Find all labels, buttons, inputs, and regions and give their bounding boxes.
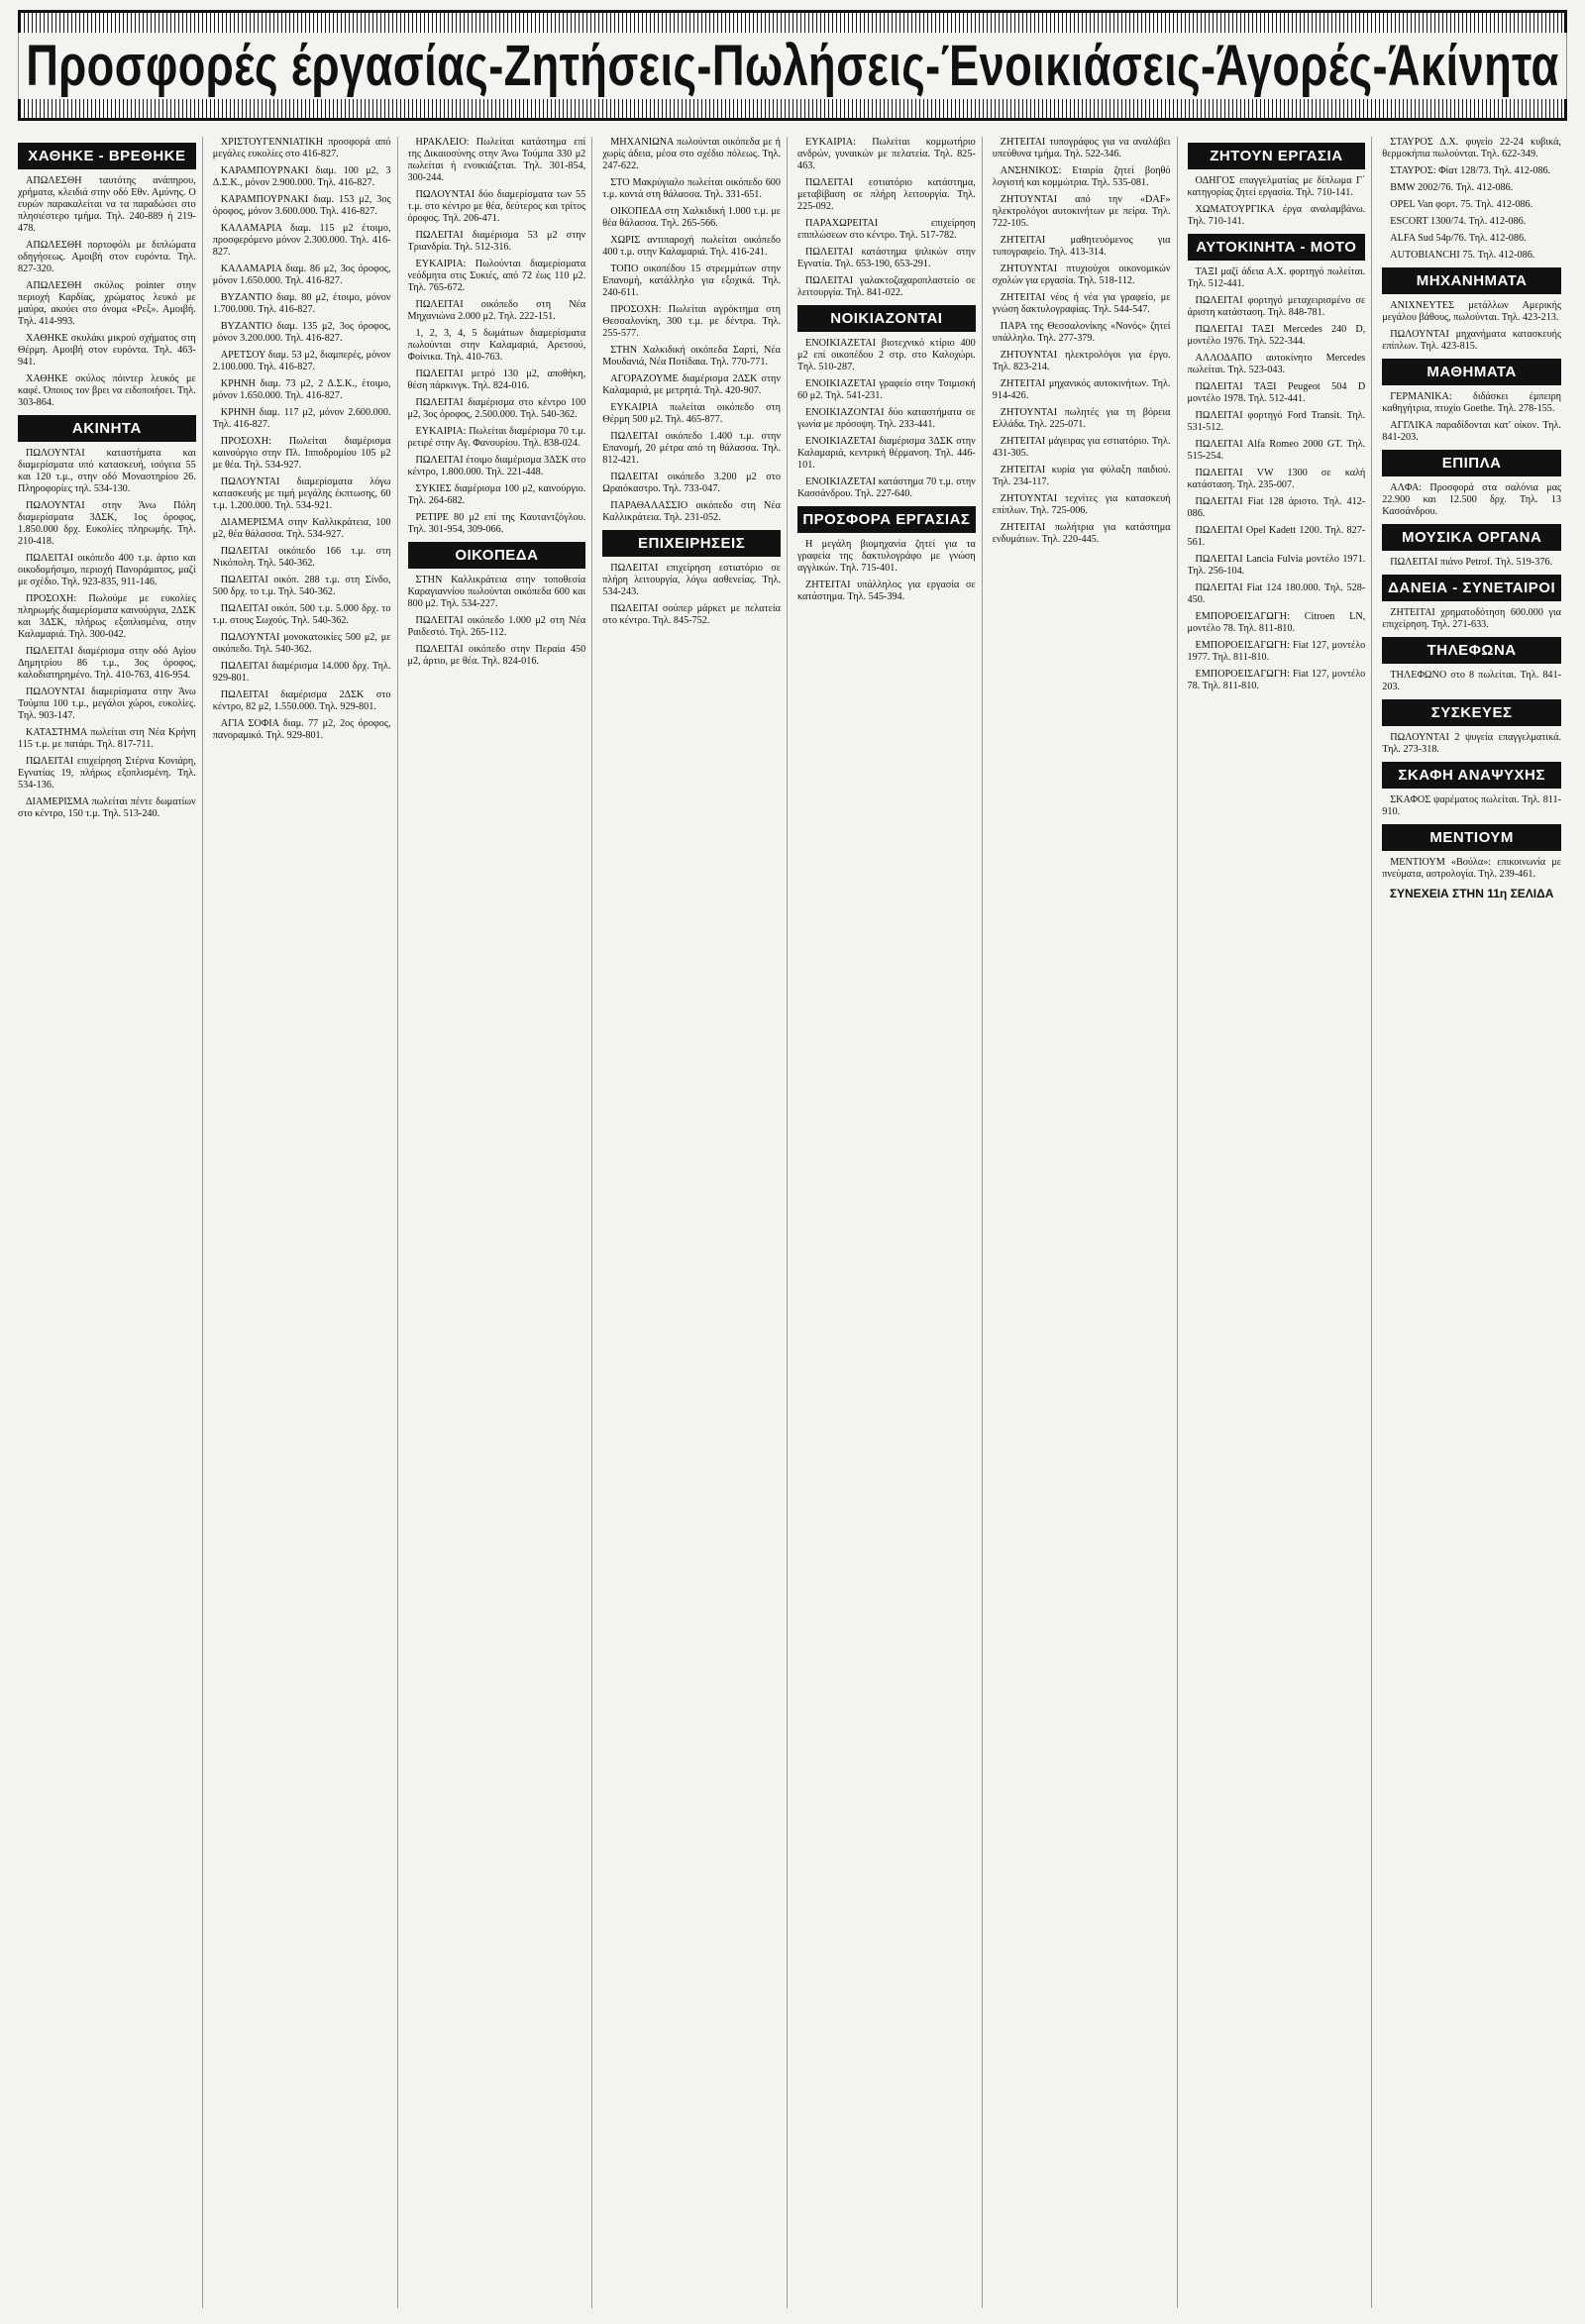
classified-ad: ΤΟΠΟ οικοπέδου 15 στρεμμάτων στην Επανομή, κατάλληλο για εξοχικά. Τηλ. 240-611. [602,264,781,298]
classified-ad: ΠΩΛΕΙΤΑΙ ΤΑΞΙ Mercedes 240 D, μοντέλο 1976. Τηλ. 522-344. [1187,324,1366,347]
classified-ad: ΚΑΤΑΣΤΗΜΑ πωλείται στη Νέα Κρήνη 115 τ.μ. με πατάρι. Τηλ. 817-711. [18,727,196,750]
classified-ad: ΠΩΛΕΙΤΑΙ εστιατόριο κατάστημα, μεταβίβαση σε πλήρη λειτουργία. Τηλ. 225-092. [797,177,976,212]
classified-ad: 1, 2, 3, 4, 5 δωμάτιων διαμερίσματα πωλούνται στην Καλαμαριά, Αρετσού, Φοίνικα. Τηλ. 410-763. [407,328,586,363]
section-header: ΕΠΙΠΛΑ [1382,450,1561,476]
classified-ad: ΠΩΛΕΙΤΑΙ οικόπεδο 1.000 μ2 στη Νέα Ραιδεστό. Τηλ. 265-112. [407,615,586,638]
classified-ad: ΠΩΛΟΥΝΤΑΙ στην Άνω Πόλη διαμερίσματα 3ΔΣΚ, 1ος όροφος, 1.850.000 δρχ. Ευκολίες πληρωμής. Τηλ. 210-418. [18,500,196,547]
classified-ad: ΟΔΗΓΟΣ επαγγελματίας με δίπλωμα Γ΄ κατηγορίας ζητεί εργασία. Τηλ. 710-141. [1187,175,1366,198]
classifieds-columns [18,137,1567,2308]
classified-ad: ΕΝΟΙΚΙΑΖΕΤΑΙ κατάστημα 70 τ.μ. στην Κασσάνδρου. Τηλ. 227-640. [797,476,976,499]
section-header: ΕΠΙΧΕΙΡΗΣΕΙΣ [602,530,781,557]
section-header: ΜΕΝΤΙΟΥΜ [1382,824,1561,851]
classified-ad: Η μεγάλη βιομηχανία ζητεί για τα γραφεία της δακτυλογράφο με γνώση αγγλικών. Τηλ. 715-401. [797,539,976,574]
classified-ad: BMW 2002/76. Τηλ. 412-086. [1390,182,1514,193]
classified-ad: ΠΩΛΕΙΤΑΙ πιάνο Petrof. Τηλ. 519-376. [1390,557,1553,568]
classified-ad: ΠΩΛΕΙΤΑΙ οικόπεδο 1.400 τ.μ. στην Επανομή, 20 μέτρα από τη θάλασσα. Τηλ. 812-421. [602,431,781,466]
classified-ad: ΠΩΛΟΥΝΤΑΙ διαμερίσματα λόγω κατασκευής με τιμή μεγάλης έκπτωσης, 60 τ.μ. 1.200.000. Τηλ. 534-921. [212,476,391,511]
classified-ad: ΖΗΤΟΥΝΤΑΙ ηλεκτρολόγοι για έργο. Τηλ. 823-214. [992,350,1171,372]
column-4 [602,137,788,2308]
classified-ad: ΠΩΛΕΙΤΑΙ επιχείρηση εστιατόριο σε πλήρη λειτουργία, λόγω ασθενείας. Τηλ. 534-243. [602,563,781,597]
section-header: ΜΟΥΣΙΚΑ ΟΡΓΑΝΑ [1382,524,1561,551]
classified-ad: ΣΥΚΙΕΣ διαμέρισμα 100 μ2, καινούργιο. Τηλ. 264-682. [407,483,586,506]
classified-ad: OPEL Van φορτ. 75. Τηλ. 412-086. [1390,199,1533,210]
classified-ad: ΠΑΡΑΧΩΡΕΙΤΑΙ επιχείρηση επιπλώσεων στο κέντρο. Τηλ. 517-782. [797,218,976,241]
classified-ad: ΣΤΑΥΡΟΣ: Φίατ 128/73. Τηλ. 412-086. [1390,165,1551,176]
classified-ad: ΣΤΟ Μακρύγιαλο πωλείται οικόπεδο 600 τ.μ. κοντά στη θάλασσα. Τηλ. 331-651. [602,177,781,200]
classified-ad: ΧΩΡΙΣ αντιπαροχή πωλείται οικόπεδο 400 τ.μ. στην Καλαμαριά. Τηλ. 416-241. [602,235,781,258]
classified-ad: ALFA Sud 54p/76. Τηλ. 412-086. [1390,233,1527,244]
column-2 [213,137,398,2308]
column-6 [993,137,1178,2308]
classified-ad: ΤΗΛΕΦΩΝΟ στο 8 πωλείται. Τηλ. 841-203. [1382,670,1561,692]
classified-ad: ΠΩΛΕΙΤΑΙ φορτηγό μεταχειρισμένο σε άριστη κατάσταση. Τηλ. 848-781. [1187,295,1366,318]
classified-ad: ΕΜΠΟΡΟΕΙΣΑΓΩΓΗ: Citroen LN, μοντέλο 78. Τηλ. 811-810. [1187,611,1366,634]
classified-ad: ΓΕΡΜΑΝΙΚΑ: διδάσκει έμπειρη καθηγήτρια, πτυχίο Goethe. Τηλ. 278-155. [1382,391,1561,414]
classified-ad: ΧΩΜΑΤΟΥΡΓΙΚΑ έργα αναλαμβάνω. Τηλ. 710-141. [1187,204,1366,227]
classified-ad: ΑΓΙΑ ΣΟΦΙΑ διαμ. 77 μ2, 2ος όροφος, πανοραμικό. Τηλ. 929-801. [212,718,391,741]
classified-ad: ΠΩΛΕΙΤΑΙ επιχείρηση Στέρνα Κονιάρη, Εγνατίας 19, πλήρως εξοπλισμένη. Τηλ. 534-136. [18,756,196,791]
classified-ad: ΚΡΗΝΗ διαμ. 117 μ2, μόνον 2.600.000. Τηλ. 416-827. [212,407,391,430]
classified-ad: ΕΜΠΟΡΟΕΙΣΑΓΩΓΗ: Fiat 127, μοντέλο 1977. Τηλ. 811-810. [1187,640,1366,663]
classified-ad: ΠΩΛΕΙΤΑΙ οικόπεδο στη Νέα Μηχανιώνα 2.000 μ2. Τηλ. 222-151. [407,299,586,322]
classified-ad: ΖΗΤΟΥΝΤΑΙ πτυχιούχοι οικονομικών σχολών για εργασία. Τηλ. 518-112. [992,264,1171,286]
classified-ad: ΠΩΛΕΙΤΑΙ οικόπεδο στην Περαία 450 μ2, άρτιο, με θέα. Τηλ. 824-016. [407,644,586,667]
classified-ad: ΚΑΡΑΜΠΟΥΡΝΑΚΙ διαμ. 153 μ2, 3ος όροφος, μόνον 3.600.000. Τηλ. 416-827. [212,194,391,217]
classified-ad: ΖΗΤΟΥΝΤΑΙ πωλητές για τη βόρεια Ελλάδα. Τηλ. 225-071. [992,407,1171,430]
section-header: ΖΗΤΟΥΝ ΕΡΓΑΣΙΑ [1188,143,1366,169]
classified-ad: ΕΥΚΑΙΡΙΑ: Πωλούνται διαμερίσματα νεόδμητα στις Συκιές, από 72 έως 110 μ2. Τηλ. 765-672. [407,259,586,293]
classified-ad: ΤΑΞΙ μαζί άδεια Α.Χ. φορτηγό πωλείται. Τηλ. 512-441. [1187,266,1366,289]
classified-ad: ΠΑΡΑ της Θεσσαλονίκης «Νονός» ζητεί υπάλληλο. Τηλ. 277-379. [992,321,1171,344]
classified-ad: ΑΠΩΛΕΣΘΗ ταυτότης ανάπηρου, χρήματα, κλειδιά στην οδό Εθν. Αμύνης. Ο ευρών παρακαλείται να τα παραδώσει στο πλησιέστερο τμήμα. Τηλ. 240-889 ή 219-478. [18,175,196,234]
classified-ad: ΠΡΟΣΟΧΗ: Πωλείται αγρόκτημα στη Θεσσαλονίκη, 300 τ.μ. με δέντρα. Τηλ. 255-577. [602,304,781,339]
classified-ad: ΒΥΖΑΝΤΙΟ διαμ. 80 μ2, έτοιμο, μόνον 1.700.000. Τηλ. 416-827. [212,292,391,315]
classified-ad: ΖΗΤΕΙΤΑΙ μάγειρας για εστιατόριο. Τηλ. 431-305. [992,436,1171,459]
classified-ad: ΠΩΛΕΙΤΑΙ διαμέρισμα 53 μ2 στην Τριανδρία. Τηλ. 512-316. [407,230,586,253]
classified-ad: ΟΙΚΟΠΕΔΑ στη Χαλκιδική 1.000 τ.μ. με θέα θάλασσα. Τηλ. 265-566. [602,206,781,229]
classified-ad: ΖΗΤΕΙΤΑΙ υπάλληλος για εργασία σε κατάστημα. Τηλ. 545-394. [797,580,976,602]
classified-ad: ΠΩΛΕΙΤΑΙ VW 1300 σε καλή κατάσταση. Τηλ. 235-007. [1187,468,1366,490]
classified-ad: ΕΜΠΟΡΟΕΙΣΑΓΩΓΗ: Fiat 127, μοντέλο 78. Τηλ. 811-810. [1187,669,1366,691]
column-3 [408,137,593,2308]
classified-ad: ΠΩΛΕΙΤΑΙ διαμέρισμα στο κέντρο 100 μ2, 3ος όροφος, 2.500.000. Τηλ. 540-362. [407,397,586,420]
classified-ad: ΑΓΟΡΑΖΟΥΜΕ διαμέρισμα 2ΔΣΚ στην Καλαμαριά, με μετρητά. Τηλ. 420-907. [602,373,781,396]
classified-ad: ΠΩΛΕΙΤΑΙ οικόπεδο 166 τ.μ. στη Νικόπολη. Τηλ. 540-362. [212,546,391,569]
classified-ad: ΠΩΛΟΥΝΤΑΙ μονοκατοικίες 500 μ2, με οικόπεδο. Τηλ. 540-362. [212,632,391,655]
classified-ad: ΠΡΟΣΟΧΗ: Πωλούμε με ευκολίες πληρωμής διαμερίσματα καινούργια, 2ΔΣΚ και 3ΔΣΚ, πλήρως εξοπλισμένα, στην Καλαμαριά. Τηλ. 300-042. [18,593,196,640]
classified-ad: ΑΡΕΤΣΟΥ διαμ. 53 μ2, διαμπερές, μόνον 2.100.000. Τηλ. 416-827. [212,350,391,372]
classified-ad: ΠΩΛΕΙΤΑΙ Alfa Romeo 2000 GT. Τηλ. 515-254. [1187,439,1366,462]
classifieds-banner [18,10,1567,121]
classified-ad: ΕΝΟΙΚΙΑΖΕΤΑΙ διαμέρισμα 3ΔΣΚ στην Καλαμαριά, κεντρική θέρμανση. Τηλ. 446-101. [797,436,976,471]
classified-ad: ΠΡΟΣΟΧΗ: Πωλείται διαμέρισμα καινούργιο στην Πλ. Ιπποδρομίου 105 μ2 με θέα. Τηλ. 534-927. [212,436,391,471]
classified-ad: ΠΩΛΕΙΤΑΙ διαμέρισμα στην οδό Αγίου Δημητρίου 86 τ.μ., 3ος όροφος, καλοδιατηρημένο. Τηλ. 410-763, 416-954. [18,646,196,681]
classified-ad: ΠΩΛΕΙΤΑΙ οικόπεδο 400 τ.μ. άρτιο και οικοδομήσιμο, περιοχή Πανοράματος, μαζί με σχέδιο. Τηλ. 923-835, 911-146. [18,553,196,587]
classified-ad: ΖΗΤΕΙΤΑΙ μηχανικός αυτοκινήτων. Τηλ. 914-426. [992,378,1171,401]
classified-ad: ΠΩΛΕΙΤΑΙ διαμέρισμα 2ΔΣΚ στο κέντρο, 82 μ2, 1.550.000. Τηλ. 929-801. [212,689,391,712]
classified-ad: ΜΗΧΑΝΙΩΝΑ πωλούνται οικόπεδα με ή χωρίς άδεια, μέσα στο σχέδιο πόλεως. Τηλ. 247-622. [602,137,781,171]
classified-ad: ΡΕΤΙΡΕ 80 μ2 επί της Καυταντζόγλου. Τηλ. 301-954, 309-066. [407,512,586,535]
classified-ad: ΚΑΛΑΜΑΡΙΑ διαμ. 86 μ2, 3ος όροφος, μόνον 1.650.000. Τηλ. 416-827. [212,264,391,286]
classified-ad: ΖΗΤΕΙΤΑΙ κυρία για φύλαξη παιδιού. Τηλ. 234-117. [992,465,1171,487]
classified-ad: ΧΡΙΣΤΟΥΓΕΝΝΙΑΤΙΚΗ προσφορά από μεγάλες ευκολίες στο 416-827. [212,137,391,159]
classified-ad: ΚΑΛΑΜΑΡΙΑ διαμ. 115 μ2 έτοιμο, προσφερόμενο μόνον 2.300.000. Τηλ. 416-827. [212,223,391,258]
classified-ad: ΑΝΙΧΝΕΥΤΕΣ μετάλλων Αμερικής μεγάλου βάθους, πωλούνται. Τηλ. 423-213. [1382,300,1561,323]
classified-ad: AUTOBIANCHI 75. Τηλ. 412-086. [1390,250,1535,261]
classified-ad: ΠΩΛΕΙΤΑΙ ΤΑΞΙ Peugeot 504 D μοντέλο 1978. Τηλ. 512-441. [1187,381,1366,404]
classified-ad: ΔΙΑΜΕΡΙΣΜΑ στην Καλλικράτεια, 100 μ2, θέα θάλασσα. Τηλ. 534-927. [212,517,391,540]
classified-ad: ESCORT 1300/74. Τηλ. 412-086. [1390,216,1527,227]
classified-ad: ΣΤΗΝ Καλλικράτεια στην τοποθεσία Καραγιαννίου πωλούνται οικόπεδα 600 και 800 μ2. Τηλ. 534-227. [407,575,586,609]
classified-ad: ΑΛΛΟΔΑΠΟ αυτοκίνητο Mercedes πωλείται. Τηλ. 523-043. [1187,353,1366,375]
classified-ad: ΑΝΣΗΝΙΚΟΣ: Εταιρία ζητεί βοηθό λογιστή και κομμώτρια. Τηλ. 535-081. [992,165,1171,188]
column-5 [797,137,983,2308]
classified-ad: ΠΩΛΕΙΤΑΙ κατάστημα ψιλικών στην Εγνατία. Τηλ. 653-190, 653-291. [797,247,976,269]
classified-ad: ΣΤΗΝ Χαλκιδική οικόπεδα Σαρτί, Νέα Μουδανιά, Νέα Ποτίδαια. Τηλ. 770-771. [602,345,781,368]
classified-ad: ΣΚΑΦΟΣ ψαρέματος πωλείται. Τηλ. 811-910. [1382,794,1561,817]
classified-ad: ΖΗΤΕΙΤΑΙ χρηματοδότηση 600.000 για επιχείρηση. Τηλ. 271-633. [1382,607,1561,630]
classified-ad: ΠΩΛΕΙΤΑΙ έτοιμο διαμέρισμα 3ΔΣΚ στο κέντρο, 1.800.000. Τηλ. 221-448. [407,455,586,477]
classified-ad: ΠΩΛΟΥΝΤΑΙ δύο διαμερίσματα των 55 τ.μ. στο κέντρο με θέα, δεύτερος και τρίτος όροφος. Τηλ. 206-471. [407,189,586,224]
classified-ad: ΑΠΩΛΕΣΘΗ σκύλος pointer στην περιοχή Καρδίας, χρώματος λευκό με μαύρα, ακούει στο όνομα «Ρεξ». Αμοιβή. Τηλ. 414-993. [18,280,196,327]
classified-ad: ΠΩΛΕΙΤΑΙ φορτηγό Ford Transit. Τηλ. 531-512. [1187,410,1366,433]
section-header: ΧΑΘΗΚΕ - ΒΡΕΘΗΚΕ [18,143,196,169]
classified-ad: ΠΩΛΟΥΝΤΑΙ διαμερίσματα στην Άνω Τούμπα 100 τ.μ., μεγάλοι χώροι, ευκολίες. Τηλ. 903-147. [18,687,196,721]
section-header: ΤΗΛΕΦΩΝΑ [1382,637,1561,664]
column-8 [1382,137,1567,2308]
classified-ad: ΠΩΛΟΥΝΤΑΙ 2 ψυγεία επαγγελματικά. Τηλ. 273-318. [1382,732,1561,755]
section-header: ΟΙΚΟΠΕΔΑ [408,542,586,569]
classified-ad: ΠΩΛΕΙΤΑΙ Opel Kadett 1200. Τηλ. 827-561. [1187,525,1366,548]
classified-ad: ΔΙΑΜΕΡΙΣΜΑ πωλείται πέντε δωματίων στο κέντρο, 150 τ.μ. Τηλ. 513-240. [18,796,196,819]
classified-ad: ΠΩΛΕΙΤΑΙ οικόπεδο 3.200 μ2 στο Ωραιόκαστρο. Τηλ. 733-047. [602,472,781,494]
classified-ad: ΧΑΘΗΚΕ σκυλάκι μικρού σχήματος στη Θέρμη. Αμοιβή στον ευρόντα. Τηλ. 463-941. [18,333,196,368]
classified-ad: ΖΗΤΟΥΝΤΑΙ από την «DAF» ηλεκτρολόγοι αυτοκινήτων με πείρα. Τηλ. 722-105. [992,194,1171,229]
classified-ad: ΗΡΑΚΛΕΙΟ: Πωλείται κατάστημα επί της Δικαιοσύνης στην Άνω Τούμπα 330 μ2 πωλείται ή ενοικιάζεται. Τηλ. 301-854, 300-244. [407,137,586,183]
classified-ad: ΚΑΡΑΜΠΟΥΡΝΑΚΙ διαμ. 100 μ2, 3 Δ.Σ.Κ., μόνον 2.900.000. Τηλ. 416-827. [212,165,391,188]
classified-ad: ΕΝΟΙΚΙΑΖΕΤΑΙ γραφείο στην Τσιμισκή 60 μ2. Τηλ. 541-231. [797,378,976,401]
classified-ad: ΠΩΛΕΙΤΑΙ Lancia Fulvia μοντέλο 1971. Τηλ. 256-104. [1187,554,1366,577]
classified-ad: ΠΩΛΕΙΤΑΙ Fiat 128 άριστο. Τηλ. 412-086. [1187,496,1366,519]
classified-ad: ΖΗΤΕΙΤΑΙ πωλήτρια για κατάστημα ενδυμάτων. Τηλ. 220-445. [992,522,1171,545]
section-header: ΑΚΙΝΗΤΑ [18,415,196,442]
classified-ad: ΕΥΚΑΙΡΙΑ: Πωλείται κομμωτήριο ανδρών, γυναικών με πελατεία. Τηλ. 825-463. [797,137,976,171]
classified-ad: ΑΛΦΑ: Προσφορά στα σαλόνια μας 22.900 και 12.500 δρχ. Τηλ. 13 Κασσάνδρου. [1382,482,1561,517]
classified-ad: ΕΥΚΑΙΡΙΑ πωλείται οικόπεδο στη Θέρμη 500 μ2. Τηλ. 465-877. [602,402,781,425]
section-header: ΜΗΧΑΝΗΜΑΤΑ [1382,267,1561,294]
classified-ad: ΠΑΡΑΘΑΛΑΣΣΙΟ οικόπεδο στη Νέα Καλλικράτεια. Τηλ. 231-052. [602,500,781,523]
classified-ad: ΠΩΛΕΙΤΑΙ Fiat 124 180.000. Τηλ. 528-450. [1187,582,1366,605]
section-header: ΜΑΘΗΜΑΤΑ [1382,359,1561,385]
classified-ad: ΖΗΤΟΥΝΤΑΙ τεχνίτες για κατασκευή επίπλων. Τηλ. 725-006. [992,493,1171,516]
classified-ad: ΑΠΩΛΕΣΘΗ πορτοφόλι με διπλώματα οδηγήσεως. Αμοιβή στον ευρόντα. Τηλ. 827-320. [18,240,196,274]
classified-ad: ΠΩΛΕΙΤΑΙ γαλακτοζαχαροπλαστείο σε λειτουργία. Τηλ. 841-022. [797,275,976,298]
section-header: ΣΚΑΦΗ ΑΝΑΨΥΧΗΣ [1382,762,1561,789]
section-header: ΑΥΤΟΚΙΝΗΤΑ - ΜΟΤΟ [1188,234,1366,261]
section-header: ΣΥΣΚΕΥΕΣ [1382,699,1561,726]
column-1 [18,137,203,2308]
classified-ad: ΠΩΛΕΙΤΑΙ μετρό 130 μ2, αποθήκη, θέση πάρκινγκ. Τηλ. 824-016. [407,369,586,391]
classified-ad: ΠΩΛΟΥΝΤΑΙ καταστήματα και διαμερίσματα υπό κατασκευή, ισόγεια 55 και 120 τ.μ., στην οδό Μοναστηρίου 26. Πληροφορίες τηλ. 534-130. [18,448,196,494]
classified-ad: ΧΑΘΗΚΕ σκύλος πόιντερ λευκός με καφέ. Όποιος τον βρει να ειδοποιήσει. Τηλ. 303-864. [18,373,196,408]
classified-ad: ΕΝΟΙΚΙΑΖΕΤΑΙ βιοτεχνικό κτίριο 400 μ2 επί οικοπέδου 2 στρ. στο Καλοχώρι. Τηλ. 510-287. [797,338,976,372]
classified-ad: ΖΗΤΕΙΤΑΙ μαθητευόμενος για τυπογραφείο. Τηλ. 413-314. [992,235,1171,258]
classified-ad: ΠΩΛΕΙΤΑΙ οικόπ. 288 τ.μ. στη Σίνδο, 500 δρχ. το τ.μ. Τηλ. 540-362. [212,575,391,597]
column-7 [1188,137,1373,2308]
continuation-note: ΣΥΝΕΧΕΙΑ ΣΤΗΝ 11η ΣΕΛΙΔΑ [1389,887,1554,900]
section-header: ΠΡΟΣΦΟΡΑ ΕΡΓΑΣΙΑΣ [797,506,976,533]
section-header: ΔΑΝΕΙΑ - ΣΥΝΕΤΑΙΡΟΙ [1382,575,1561,601]
classified-ad: ΠΩΛΕΙΤΑΙ σούπερ μάρκετ με πελατεία στο κέντρο. Τηλ. 845-752. [602,603,781,626]
classified-ad: ΖΗΤΕΙΤΑΙ τυπογράφος για να αναλάβει υπεύθυνα τμήμα. Τηλ. 522-346. [992,137,1171,159]
classified-ad: ΑΓΓΛΙΚΑ παραδίδονται κατ' οίκον. Τηλ. 841-203. [1382,420,1561,443]
classified-ad: ΠΩΛΕΙΤΑΙ οικόπ. 500 τ.μ. 5.000 δρχ. το τ.μ. στους Σωχούς. Τηλ. 540-362. [212,603,391,626]
classified-ad: ΕΥΚΑΙΡΙΑ: Πωλείται διαμέρισμα 70 τ.μ. ρετιρέ στην Αγ. Φανουρίου. Τηλ. 838-024. [407,426,586,449]
classified-ad: ΜΕΝΤΙΟΥΜ «Βούλα»: επικοινωνία με πνεύματα, αστρολογία. Τηλ. 239-461. [1382,857,1561,880]
classified-ad: ΖΗΤΕΙΤΑΙ νέος ή νέα για γραφείο, με γνώση δακτυλογραφίας. Τηλ. 544-547. [992,292,1171,315]
classified-ad: ΠΩΛΟΥΝΤΑΙ μηχανήματα κατασκευής επίπλων. Τηλ. 423-815. [1382,329,1561,352]
banner-title: Προσφορές έργασίας-Ζητήσεις-Πωλήσεις-Ένοικιάσεις-Άγορές-Άκίνητα [18,33,1566,99]
classified-ad: ΣΤΑΥΡΟΣ Δ.Χ. φυγείο 22-24 κυβικά, θερμοκήπια πωλούνται. Τηλ. 622-349. [1382,137,1561,159]
classified-ad: ΕΝΟΙΚΙΑΖΟΝΤΑΙ δύο καταστήματα σε γωνία με πρόσοψη. Τηλ. 233-441. [797,407,976,430]
classified-ad: ΒΥΖΑΝΤΙΟ διαμ. 135 μ2, 3ος όροφος, μόνον 3.200.000. Τηλ. 416-827. [212,321,391,344]
classified-ad: ΚΡΗΝΗ διαμ. 73 μ2, 2 Δ.Σ.Κ., έτοιμο, μόνον 1.650.000. Τηλ. 416-827. [212,378,391,401]
section-header: ΝΟΙΚΙΑΖΟΝΤΑΙ [797,305,976,332]
classified-ad: ΠΩΛΕΙΤΑΙ διαμέρισμα 14.000 δρχ. Τηλ. 929-801. [212,661,391,684]
